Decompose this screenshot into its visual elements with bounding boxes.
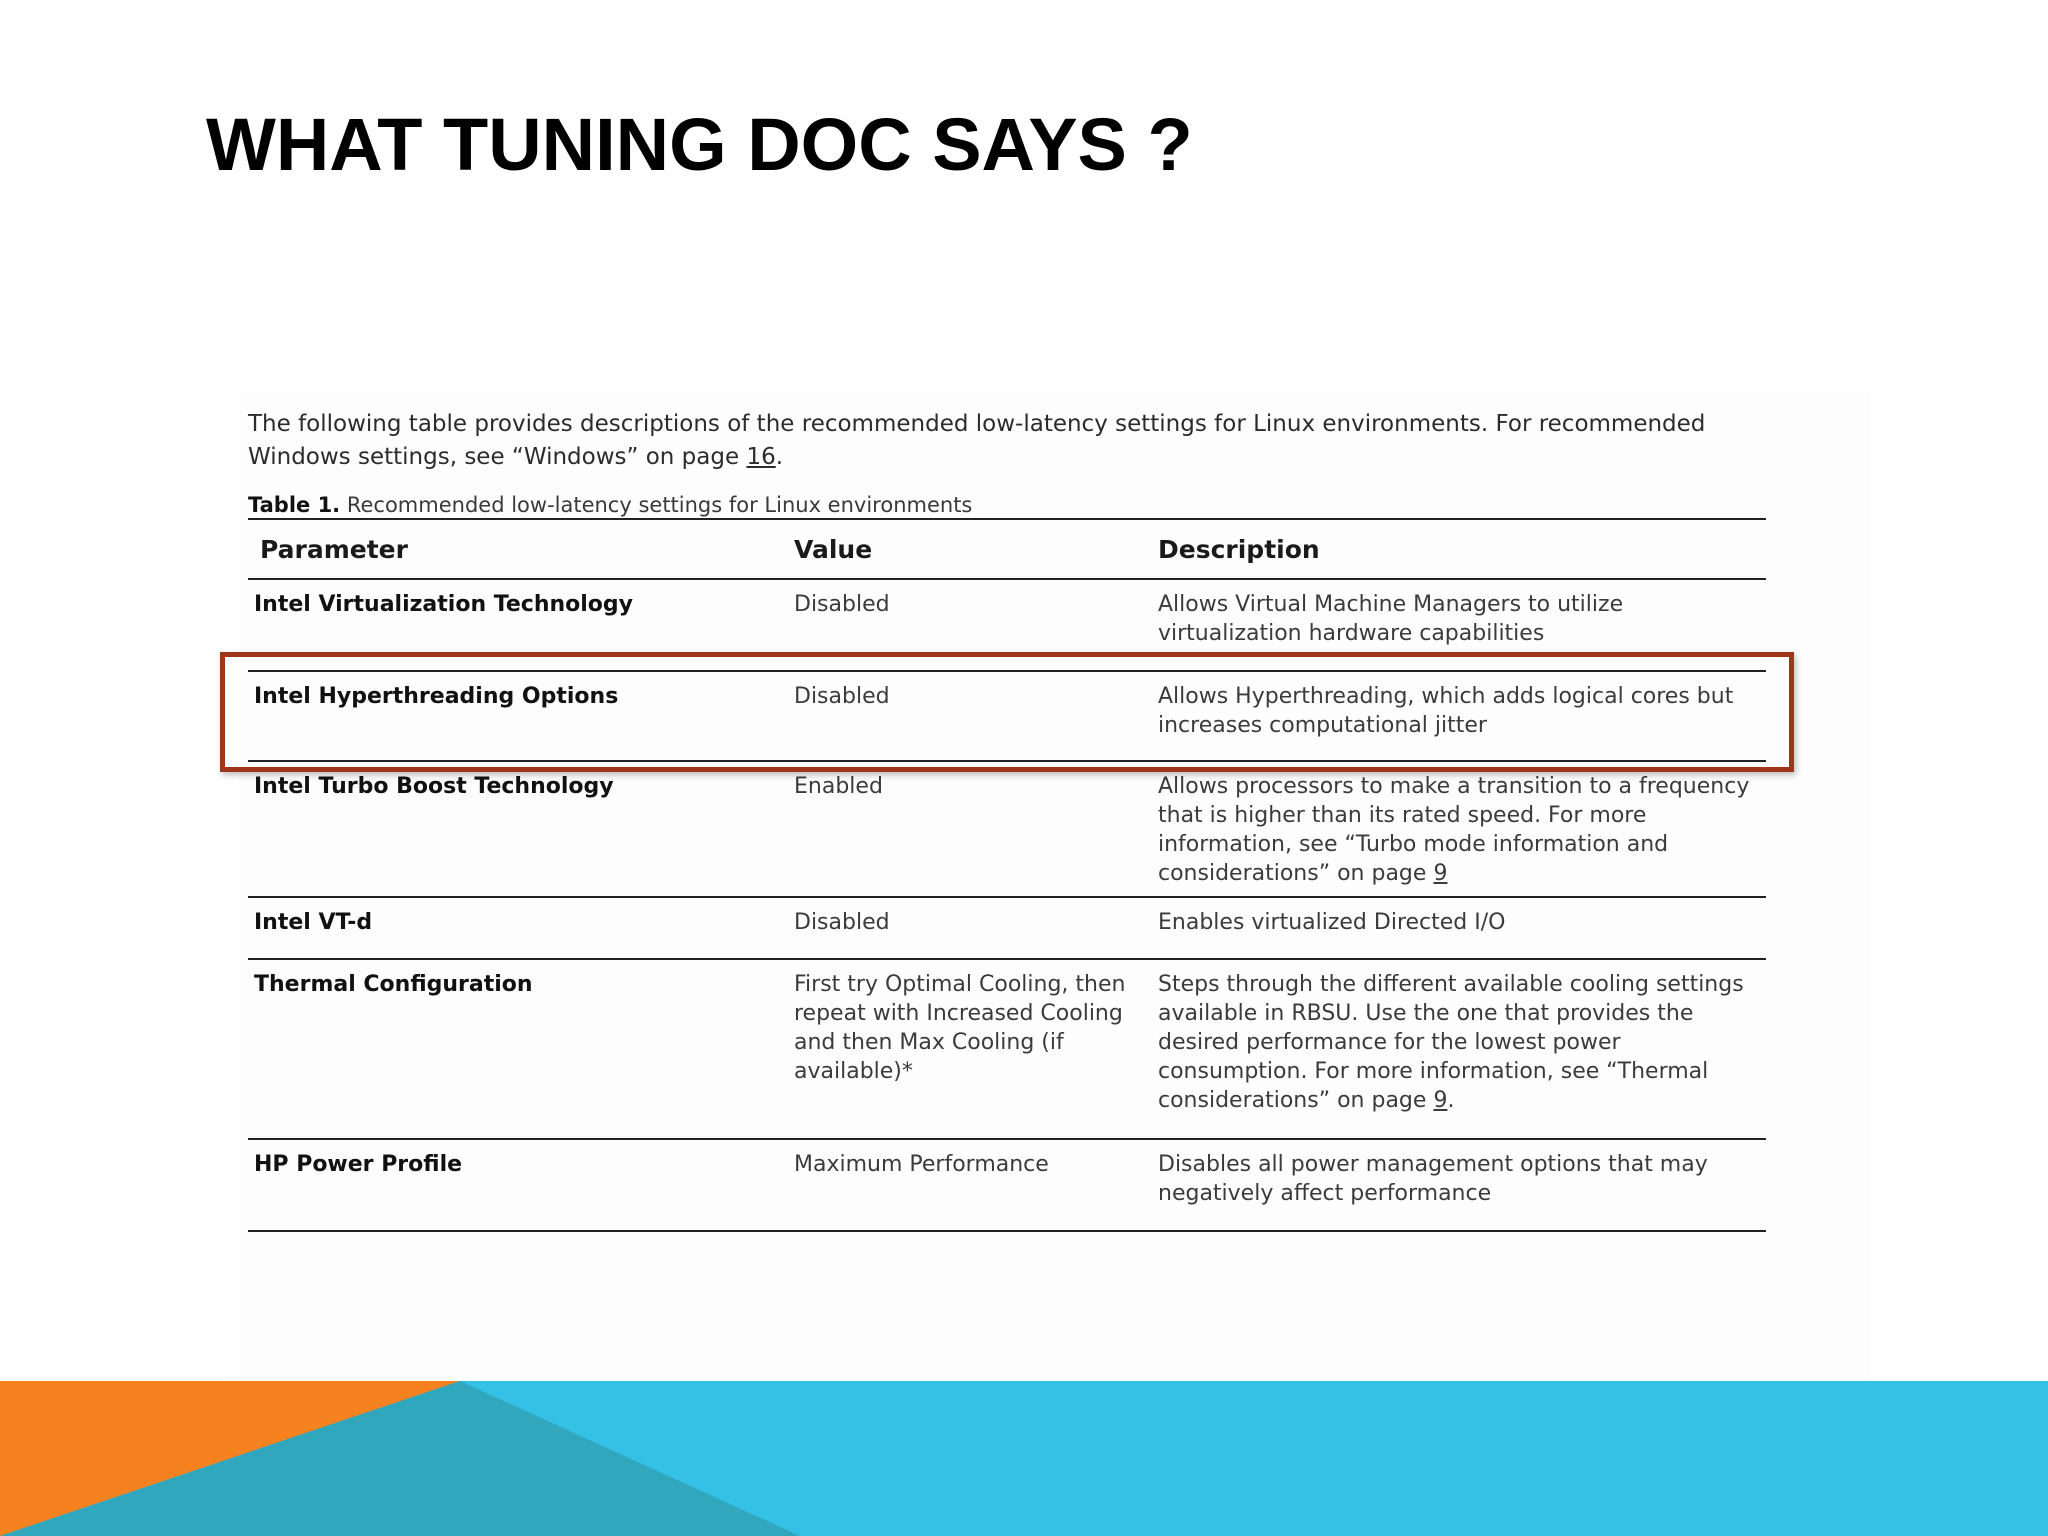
- intro-paragraph: [248, 408, 1808, 474]
- document-excerpt: [238, 392, 1870, 1382]
- row-description: [1158, 761, 1766, 897]
- row-description-text: Steps through the different available cooling settings available in RBSU. Use the one that provides the desired performance for the lowest power consumption. For more information, see “Thermal considerations” on page: [1158, 972, 1744, 1113]
- table-row: [248, 761, 1766, 897]
- row-parameter: Intel Virtualization Technology: [254, 592, 633, 617]
- table-header-row: [248, 519, 1766, 579]
- row-value: Disabled: [794, 910, 890, 935]
- intro-page-link[interactable]: 16: [746, 444, 776, 470]
- row-parameter: HP Power Profile: [254, 1152, 463, 1177]
- row-description: [1158, 959, 1766, 1139]
- row-description: Allows Hyperthreading, which adds logical cores but increases computational jitter: [1158, 684, 1734, 738]
- row-description: Allows Virtual Machine Managers to utilize virtualization hardware capabilities: [1158, 592, 1624, 646]
- slide-title: WHAT TUNING DOC SAYS ?: [206, 103, 1193, 186]
- intro-text: The following table provides descriptions of the recommended low-latency settings for Linux environments. For recommended Windows settings, see “Windows” on page: [248, 411, 1706, 470]
- table-row: [248, 897, 1766, 959]
- row-value: Enabled: [794, 774, 883, 799]
- table-row: [248, 1139, 1766, 1231]
- row-value: Disabled: [794, 684, 890, 709]
- page-link[interactable]: 9: [1433, 1088, 1448, 1113]
- row-description: Disables all power management options that may negatively affect performance: [1158, 1152, 1708, 1206]
- table-row: [248, 959, 1766, 1139]
- highlight-box: [220, 652, 1794, 772]
- row-value: Disabled: [794, 592, 890, 617]
- row-parameter: Thermal Configuration: [254, 972, 533, 997]
- column-header-description: Description: [1158, 534, 1320, 564]
- row-parameter: Intel Turbo Boost Technology: [254, 774, 614, 799]
- page-link[interactable]: 9: [1433, 861, 1448, 886]
- row-parameter: Intel Hyperthreading Options: [254, 684, 619, 709]
- column-header-value: Value: [794, 534, 873, 564]
- row-parameter: Intel VT-d: [254, 910, 373, 935]
- row-value: Maximum Performance: [794, 1152, 1049, 1177]
- footer-decoration: [0, 1381, 2048, 1536]
- settings-table: [248, 518, 1766, 1232]
- row-description-text: Allows processors to make a transition to a frequency that is higher than its rated speed. For more information, see “Turbo mode information and considerations” on page: [1158, 774, 1750, 886]
- intro-end: .: [775, 444, 784, 470]
- row-description-end: .: [1447, 1088, 1455, 1113]
- table-caption-label: Table 1.: [248, 493, 341, 517]
- column-header-parameter: Parameter: [260, 534, 408, 564]
- table-caption: [248, 492, 972, 518]
- row-value: First try Optimal Cooling, then repeat with Increased Cooling and then Max Cooling (if available)*: [794, 972, 1126, 1084]
- table-caption-text: Recommended low-latency settings for Linux environments: [340, 493, 973, 517]
- row-description: Enables virtualized Directed I/O: [1158, 910, 1506, 935]
